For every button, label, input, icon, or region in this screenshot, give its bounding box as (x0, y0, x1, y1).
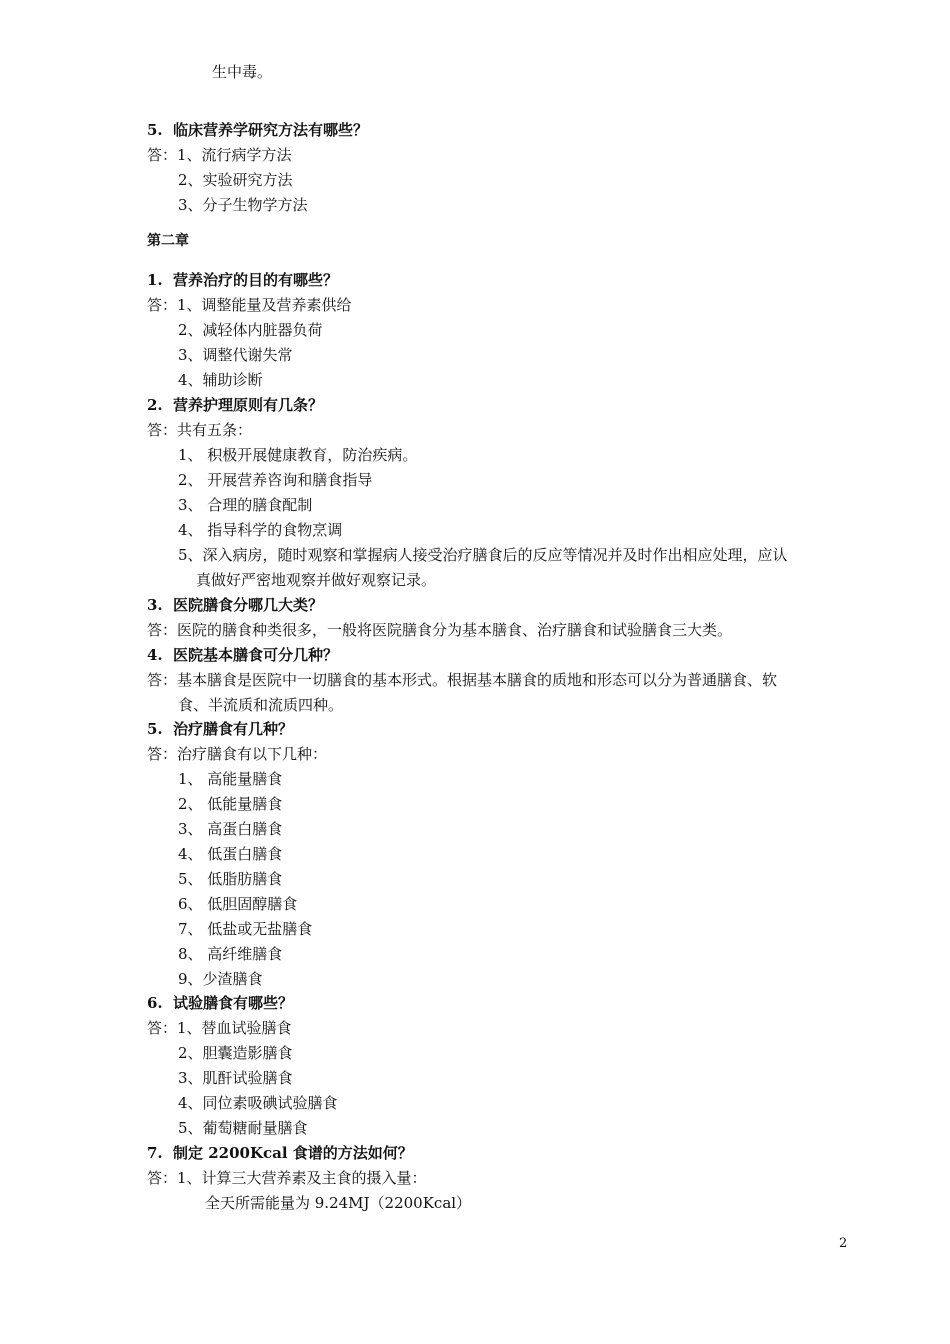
answer-text-line: 4、辅助诊断 (178, 371, 263, 389)
answer-text-line: 全天所需能量为 9.24MJ（2200Kcal） (205, 1194, 472, 1212)
answer-text-line: 答：医院的膳食种类很多，一般将医院膳食分为基本膳食、治疗膳食和试验膳食三大类。 (147, 621, 733, 639)
answer-text-line: 3、 高蛋白膳食 (178, 820, 283, 838)
question-heading-line: 试验膳食有哪些？ (173, 994, 294, 1012)
answer-text-line: 7、 低盐或无盐膳食 (178, 920, 313, 938)
question-heading-line: 制定 2200Kcal 食谱的方法如何？ (173, 1144, 413, 1162)
answer-text-line: 答：治疗膳食有以下几种： (147, 745, 328, 763)
question-heading-line: 3. (147, 596, 163, 614)
answer-text-line: 答：共有五条： (147, 421, 253, 439)
question-heading-line: 营养治疗的目的有哪些？ (173, 271, 339, 289)
question-heading-line: 7. (147, 1144, 163, 1162)
answer-text-line: 8、 高纤维膳食 (178, 945, 283, 963)
question-heading-line: 医院膳食分哪几大类？ (173, 596, 324, 614)
answer-text-line: 生中毒。 (212, 63, 273, 81)
answer-text-line: 3、 合理的膳食配制 (178, 496, 313, 514)
answer-text-line: 3、调整代谢失常 (178, 346, 293, 364)
question-heading-line: 2. (147, 396, 163, 414)
answer-text-line: 2、 开展营养咨询和膳食指导 (178, 471, 373, 489)
question-heading-line: 6. (147, 994, 163, 1012)
answer-text-line: 2、减轻体内脏器负荷 (178, 321, 323, 339)
answer-text-line: 4、同位素吸碘试验膳食 (178, 1094, 338, 1112)
question-heading-line: 治疗膳食有几种？ (173, 720, 294, 738)
answer-text-line: 真做好严密地观察并做好观察记录。 (196, 571, 437, 589)
answer-text-line: 5、葡萄糖耐量膳食 (178, 1119, 308, 1137)
answer-text-line: 答：基本膳食是医院中一切膳食的基本形式。根据基本膳食的质地和形态可以分为普通膳食、软 (147, 671, 778, 689)
question-heading-line: 临床营养学研究方法有哪些？ (173, 121, 369, 139)
answer-text-line: 1、 积极开展健康教育，防治疾病。 (178, 446, 418, 464)
question-heading-line: 5. (147, 121, 163, 139)
question-heading-line: 4. (147, 646, 163, 664)
question-heading-line: 第二章 (147, 233, 189, 249)
answer-text-line: 2、 低能量膳食 (178, 795, 283, 813)
answer-text-line: 1、 高能量膳食 (178, 770, 283, 788)
answer-text-line: 2、胆囊造影膳食 (178, 1044, 293, 1062)
page-number: 2 (839, 1236, 848, 1251)
answer-text-line: 答：1、调整能量及营养素供给 (147, 296, 352, 314)
answer-text-line: 5、深入病房，随时观察和掌握病人接受治疗膳食后的反应等情况并及时作出相应处理，应认 (178, 546, 788, 564)
answer-text-line: 答：1、替血试验膳食 (147, 1019, 292, 1037)
question-heading-line: 5. (147, 720, 163, 738)
answer-text-line: 4、 低蛋白膳食 (178, 845, 283, 863)
answer-text-line: 5、 低脂肪膳食 (178, 870, 283, 888)
answer-text-line: 6、 低胆固醇膳食 (178, 895, 298, 913)
question-heading-line: 医院基本膳食可分几种？ (173, 646, 339, 664)
question-heading-line: 营养护理原则有几条？ (173, 396, 324, 414)
answer-text-line: 3、肌酐试验膳食 (178, 1069, 293, 1087)
answer-text-line: 答：1、计算三大营养素及主食的摄入量： (147, 1169, 427, 1187)
answer-text-line: 答：1、流行病学方法 (147, 146, 292, 164)
answer-text-line: 4、 指导科学的食物烹调 (178, 521, 343, 539)
question-heading-line: 1. (147, 271, 163, 289)
answer-text-line: 食、半流质和流质四种。 (178, 696, 344, 714)
answer-text-line: 3、分子生物学方法 (178, 196, 308, 214)
answer-text-line: 2、实验研究方法 (178, 171, 293, 189)
answer-text-line: 9、少渣膳食 (178, 970, 263, 988)
